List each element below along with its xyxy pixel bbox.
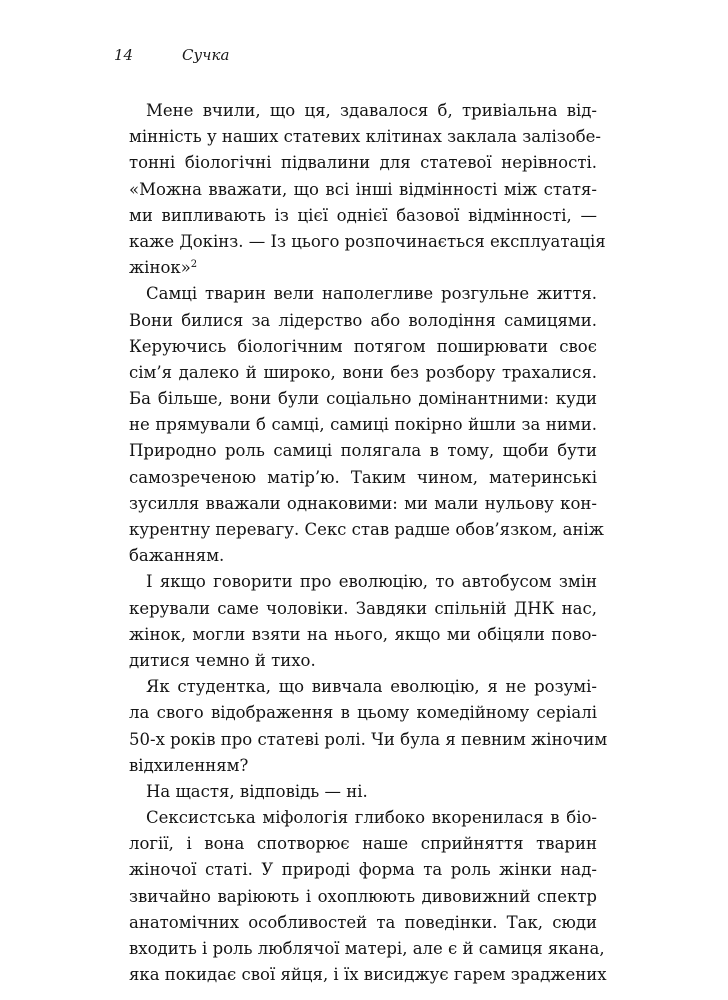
footnote-reference[interactable]: 2 xyxy=(190,259,198,271)
text-line: Керуючись біологічним потягом поширювати своє xyxy=(129,336,597,356)
text-line: жінок» xyxy=(129,258,191,278)
text-line: «Можна вважати, що всі інші відмінності між статя- xyxy=(129,179,597,199)
text-line: ла свого відображення в цьому комедійному серіалі xyxy=(129,703,597,723)
text-line: зусилля вважали однаковими: ми мали нульову кон- xyxy=(129,493,597,513)
text-line: 50-х років про статеві ролі. Чи була я певним жіночим xyxy=(129,729,608,749)
body-text xyxy=(129,98,608,988)
text-line: Мене вчили, що ця, здавалося б, тривіальна від- xyxy=(146,101,597,120)
text-line: курентну перевагу. Секс став радше обов’язком, аніж xyxy=(129,520,604,539)
page-number: 14 xyxy=(114,46,134,64)
text-line: Як студентка, що вивчала еволюцію, я не розумі- xyxy=(146,677,597,697)
text-line: самозреченою матір’ю. Таким чином, материнські xyxy=(129,467,597,487)
text-line: Природно роль самиці полягала в тому, щоби бути xyxy=(129,441,597,461)
text-line-with-footnote xyxy=(129,255,597,281)
text-line: Ба більше, вони були соціально домінантними: куди xyxy=(129,389,597,409)
text-line: І якщо говорити про еволюцію, то автобусом змін xyxy=(146,572,597,592)
text-line: На щастя, відповідь — ні. xyxy=(146,781,368,801)
text-line: дитися чемно й тихо. xyxy=(129,650,316,670)
text-line: відхиленням? xyxy=(129,755,249,775)
text-line: анатомічних особливостей та поведінки. Так, сюди xyxy=(129,912,597,932)
text-line: логії, і вона спотворює наше сприйняття тварин xyxy=(129,834,597,854)
text-line: не прямували б самці, самиці покірно йшли за ними. xyxy=(129,415,597,435)
text-line: звичайно варіюють і охоплюють дивовижний спектр xyxy=(129,886,597,906)
running-title: Сучка xyxy=(182,46,230,64)
text-line: тонні біологічні підвалини для статевої нерівності. xyxy=(129,153,597,173)
running-header xyxy=(114,46,229,64)
text-line: входить і роль люблячої матері, але є й самиця якана, xyxy=(129,939,605,958)
text-line: сім’я далеко й широко, вони без розбору трахалися. xyxy=(129,362,597,382)
text-line: Вони билися за лідерство або володіння самицями. xyxy=(129,310,597,330)
text-line: бажанням. xyxy=(129,546,225,566)
text-line: мінність у наших статевих клітинах заклала залізобе- xyxy=(129,127,602,147)
text-line: ми випливають із цієї однієї базової відмінності, — xyxy=(129,205,597,225)
text-line: каже Докінз. — Із цього розпочинається експлуатація xyxy=(129,231,606,251)
text-line: жінок, могли взяти на нього, якщо ми обіцяли пово- xyxy=(129,624,597,644)
text-line: Сексистська міфологія глибоко вкоренилася в біо- xyxy=(146,808,597,828)
text-line: Самці тварин вели наполегливе розгульне життя. xyxy=(146,284,597,304)
text-line: керували саме чоловіки. Завдяки спільній ДНК нас, xyxy=(129,598,597,618)
text-line: жіночої статі. У природі форма та роль жінки над- xyxy=(129,860,597,880)
text-line: яка покидає свої яйця, і їх висиджує гарем зраджених xyxy=(129,965,607,985)
